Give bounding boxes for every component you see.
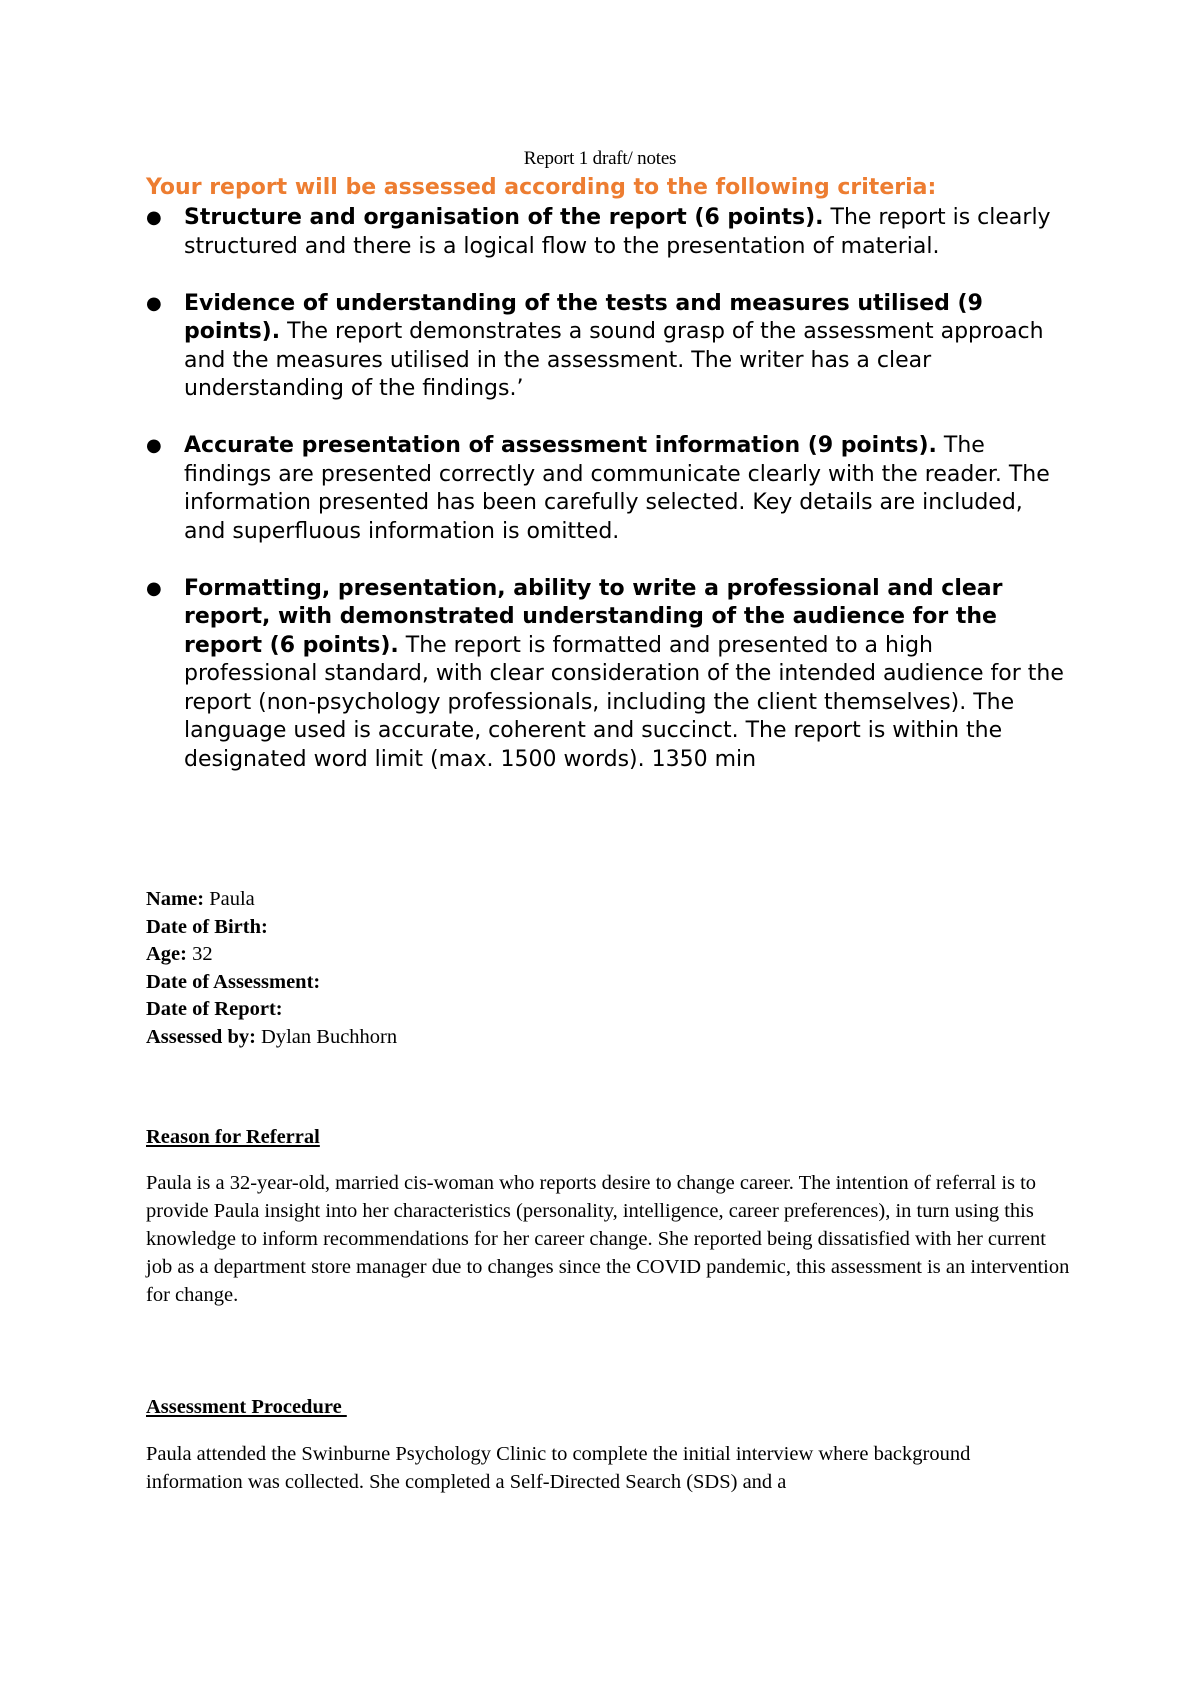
dob-label: Date of Birth:	[146, 915, 268, 938]
reason-for-referral-heading: Reason for Referral	[146, 1126, 320, 1148]
report-date-label: Date of Report:	[146, 998, 283, 1020]
bullet-icon: ●	[146, 435, 162, 456]
criterion-formatting	[146, 575, 1071, 775]
age-value: 32	[186, 943, 213, 965]
name-value: Paula	[204, 888, 255, 910]
criterion-description: The report is formatted and presented to a high professional standard, with clear consideration of the intended audience for the report (non-psychology professionals, including the client themselves). The language used is accurate, coherent and succinct. The report is within the designated word limit (max. 1500 words). 1350 min	[184, 632, 1064, 772]
criterion-title: Evidence of understanding of the tests and measures utilised (9 points).	[184, 290, 983, 344]
criterion-description: The report is clearly structured and there is a logical flow to the presentation of material.	[184, 205, 1051, 259]
assessment-procedure-body: Paula attended the Swinburne Psychology Clinic to complete the initial interview where background information was collected. She completed a Self-Directed Search (SDS) and a	[146, 1443, 971, 1493]
criterion-accuracy	[146, 432, 1071, 546]
name-label: Name:	[146, 888, 205, 910]
bullet-icon: ●	[146, 292, 162, 314]
criteria-list	[146, 204, 1071, 803]
bullet-icon: ●	[146, 207, 162, 228]
info-row-assessment-date	[146, 969, 397, 997]
client-info-block	[146, 886, 397, 1051]
info-row-report-date	[146, 996, 397, 1024]
criterion-evidence	[146, 290, 1071, 404]
info-row-assessor	[146, 1024, 397, 1052]
criterion-title: Structure and organisation of the report (6 points).	[184, 205, 824, 230]
age-label: Age:	[146, 943, 187, 965]
criterion-title: Formatting, presentation, ability to write a professional and clear report, with demonstrated understanding of the audience for the report (6 points).	[184, 575, 1003, 658]
assessor-label: Assessed by:	[146, 1025, 256, 1048]
info-row-age	[146, 941, 397, 969]
bullet-icon: ●	[146, 577, 162, 599]
criterion-structure	[146, 204, 1071, 261]
criteria-heading: Your report will be assessed according to the following criteria:	[146, 175, 937, 200]
criterion-description: The report demonstrates a sound grasp of the assessment approach and the measures utilised in the assessment. The writer has a clear understanding of the findings.’	[184, 319, 1044, 401]
assessment-procedure-heading: Assessment Procedure	[146, 1396, 347, 1418]
assessment-date-label: Date of Assessment:	[146, 970, 321, 993]
reason-for-referral-body: Paula is a 32-year-old, married cis-woman who reports desire to change career. The intention of referral is to provide Paula insight into her characteristics (personality, intelligence, career preferences), in turn using this knowledge to inform recommendations for her career change. She reported being dissatisfied with her current job as a department store manager due to changes since the COVID pandemic, this assessment is an intervention for change.	[146, 1172, 1070, 1306]
criterion-description: The findings are presented correctly and communicate clearly with the reader. The information presented has been carefully selected. Key details are included, and superfluous information is omitted.	[184, 433, 1050, 544]
info-row-name	[146, 886, 397, 914]
info-row-dob	[146, 914, 397, 942]
criterion-title: Accurate presentation of assessment information (9 points).	[184, 433, 937, 458]
document-title: Report 1 draft/ notes	[523, 148, 677, 169]
assessor-value: Dylan Buchhorn	[255, 1025, 398, 1048]
